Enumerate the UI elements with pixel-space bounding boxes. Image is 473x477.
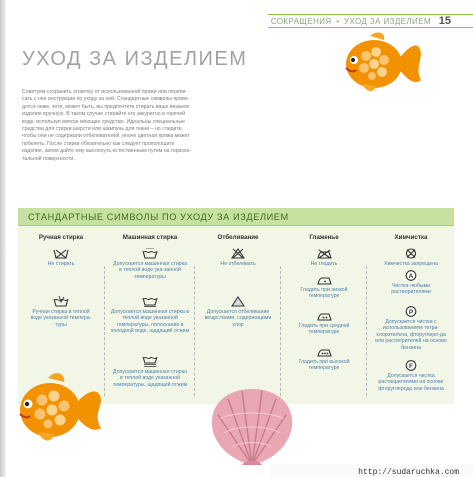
iron-high-icon: [316, 346, 332, 357]
column-title: Глаженье: [309, 234, 339, 241]
entry-text: Гладить при высокой температуре: [298, 359, 350, 372]
column-title: Ручная стирка: [38, 234, 84, 241]
care-entry: [106, 248, 194, 280]
column-divider: [104, 266, 105, 396]
page-number: 15: [438, 15, 451, 27]
dry-clean-letter: P: [408, 309, 414, 316]
intro-line: изделие вручную. В таком случае стирайте его аккуратно в горячей: [22, 111, 186, 118]
care-entry: [196, 248, 280, 267]
dry-clean-p-icon: [405, 306, 417, 317]
header-chapter: УХОД ЗА ИЗДЕЛИЕМ: [344, 17, 431, 26]
crochet-goldfish-image: [14, 368, 102, 446]
machine-wash-40-icon: [142, 248, 158, 259]
crochet-goldfish-image: [340, 30, 422, 96]
column-ironing: [282, 230, 366, 402]
entry-text: Допускается отбеливание веществами, содержащими хлор: [204, 309, 272, 328]
care-heading: СТАНДАРТНЫЕ СИМВОЛЫ ПО УХОДУ ЗА ИЗДЕЛИЕМ: [28, 212, 289, 222]
machine-wash-gentle-icon: [142, 296, 158, 307]
intro-line: изделие, затем дайте ему высохнуть естественным путем на горизон-: [22, 148, 192, 155]
column-title: Машинная стирка: [122, 234, 178, 241]
iron-medium-icon: [316, 310, 332, 321]
entry-text: Допускается машинная стирка в теплой воде указанной температуры, полоскание в холодной воде, щадящий отжим: [110, 309, 190, 335]
entry-text: Ручная стирка в теплой воде указанной темпера-туры: [30, 309, 92, 328]
entry-text: Допускается чистка растворителями на основе фторуглерода или бензина: [378, 373, 444, 392]
entry-text: Не гладить: [310, 261, 338, 267]
entry-text: Допускается машинная стирка в теплой воде ука-занной температуры: [113, 261, 187, 280]
care-entry: [18, 296, 104, 328]
entry-text: Допускается машинная стирка в теплой воде указанной температуры, щадящий отжим: [112, 369, 188, 388]
column-title: Химчистка: [394, 234, 428, 241]
care-entry: [196, 296, 280, 328]
care-entry: [282, 274, 366, 300]
header-separator: •: [336, 17, 340, 26]
dry-clean-letter: F: [409, 363, 413, 370]
column-dry-cleaning: [368, 230, 454, 402]
no-iron-icon: [316, 248, 332, 259]
care-entry: [368, 306, 454, 351]
header-section: СОКРАЩЕНИЯ: [270, 17, 332, 26]
no-hand-wash-icon: [53, 248, 69, 259]
entry-text: Гладить при средней температуре: [298, 323, 350, 336]
entry-text: Чистка любыми растворителями: [391, 283, 431, 296]
entry-text: Химчистка запрещена: [384, 261, 438, 267]
care-entry: [368, 248, 454, 267]
intro-line: чтобы они не содержали отбеливателей, иначе цветная пряжа может: [22, 133, 190, 140]
entry-text: Не отбеливать: [220, 261, 256, 267]
no-dry-clean-icon: [405, 248, 417, 259]
watermark-url: http://sudaruchka.com: [358, 468, 459, 477]
column-divider: [280, 266, 281, 396]
intro-line: средства для стирки шерсти или шампунь для ткани – но следите,: [22, 126, 184, 133]
entry-text: Не стирать: [47, 261, 75, 267]
column-divider: [366, 266, 367, 396]
crochet-seashell-image: [206, 385, 298, 467]
care-entry: [368, 360, 454, 392]
care-entry: [282, 310, 366, 336]
intro-line: дятся ниже, хотя, может быть, вы предпочтете стирать ваше вязаное: [22, 103, 190, 110]
page-title: УХОД ЗА ИЗДЕЛИЕМ: [22, 48, 248, 70]
care-entry: [282, 248, 366, 267]
bleach-icon: [231, 296, 245, 307]
intro-line: Советуем сохранить этикетку от использованной пряжи или перепи-: [22, 89, 188, 95]
iron-low-icon: [316, 274, 332, 285]
dry-clean-f-icon: [405, 360, 417, 371]
care-entry: [18, 248, 104, 267]
care-entry: [282, 346, 366, 372]
column-title: Отбеливание: [217, 234, 259, 241]
care-entry: [368, 270, 454, 296]
page-spine-shadow: [0, 0, 6, 477]
intro-paragraph: [22, 89, 247, 163]
dry-clean-letter: A: [408, 273, 414, 280]
intro-line: воде, используя мягкое моющее средство. Идеальны специальные: [22, 118, 185, 125]
intro-line: побелеть. После стирки обязательно как следует прополощите: [22, 140, 175, 147]
no-bleach-icon: [231, 248, 245, 259]
intro-line: тальной поверхности.: [22, 155, 75, 162]
care-entry: [106, 296, 194, 335]
column-machine-wash: [106, 230, 194, 402]
entry-text: Допускается чистка с использованием тетра-хлорэтилена, фторуглеро-да или растворителей на основе бензина: [375, 319, 447, 351]
column-bleaching: [196, 230, 280, 402]
dry-clean-a-icon: [405, 270, 417, 281]
care-entry: [106, 356, 194, 388]
running-header: [271, 17, 431, 26]
entry-text: Гладить при низкой температуре: [300, 287, 348, 300]
intro-line: сать с нее инструкции по уходу за ней. Стандартные символы приво-: [22, 96, 190, 103]
machine-wash-delicate-icon: [142, 356, 158, 367]
column-divider: [194, 266, 195, 396]
hand-wash-icon: [53, 296, 69, 307]
